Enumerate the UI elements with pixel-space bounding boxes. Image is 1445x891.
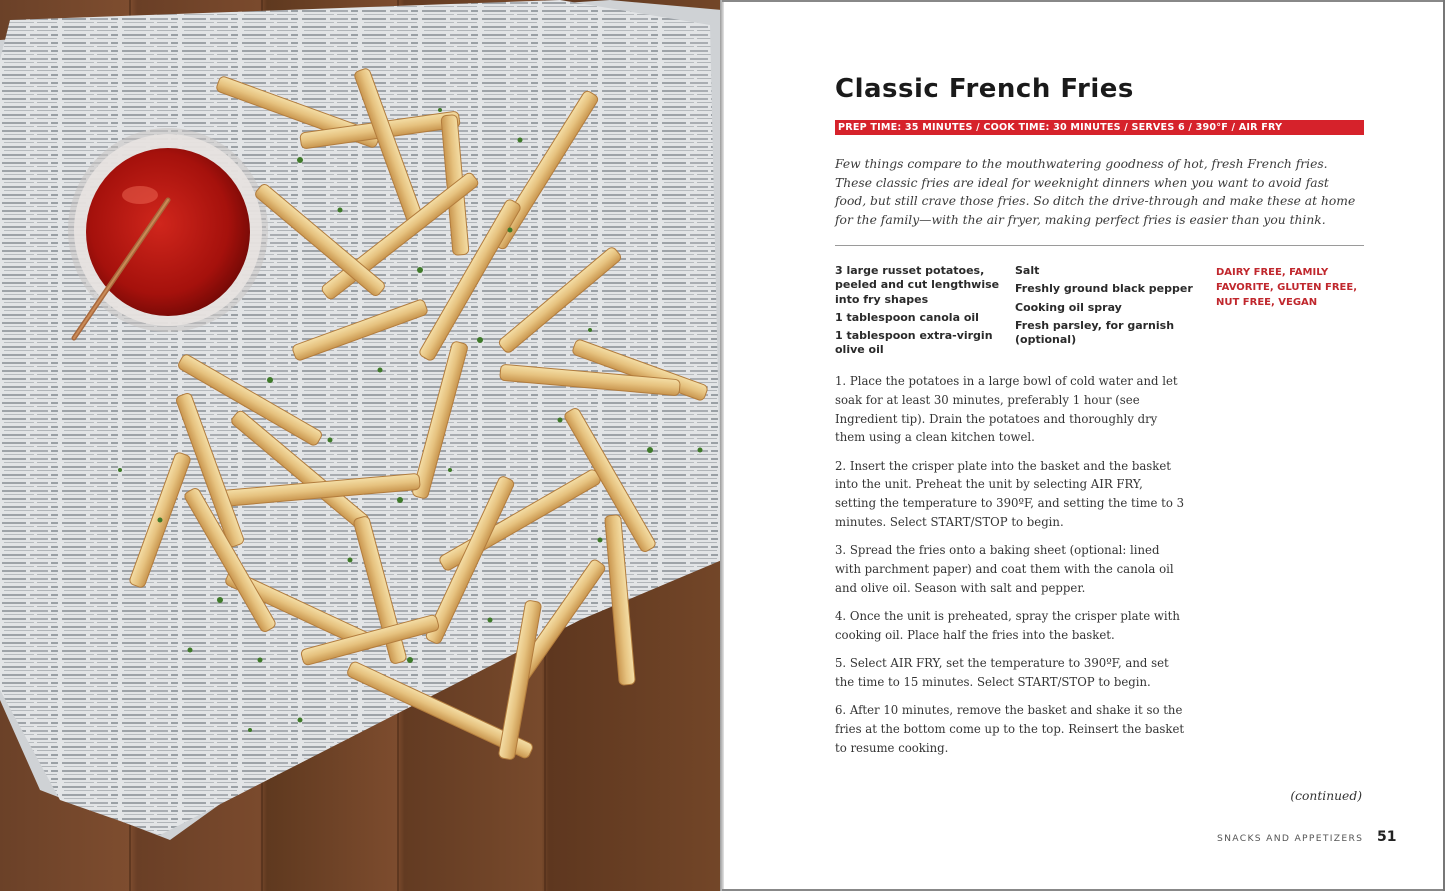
ingredient-item: 1 tablespoon canola oil xyxy=(835,310,979,324)
recipe-meta-bar: PREP TIME: 35 MINUTES / COOK TIME: 30 MINUTES / SERVES 6 / 390°F / AIR FRY xyxy=(835,120,1364,135)
recipe-title: Classic French Fries xyxy=(835,74,1134,104)
recipe-step: 6. After 10 minutes, remove the basket and shake it so the fries at the bottom come up to the top. Reinsert the basket to resume cooking. xyxy=(835,702,1185,755)
recipe-step: 4. Once the unit is preheated, spray the crisper plate with cooking oil. Place half the fries into the basket. xyxy=(835,608,1180,642)
section-divider xyxy=(835,245,1364,246)
ingredient-item: Cooking oil spray xyxy=(1015,300,1122,314)
french-fries-illustration xyxy=(0,0,722,891)
ingredient-item: Fresh parsley, for garnish (optional) xyxy=(1015,318,1175,347)
page-number: 51 xyxy=(1377,829,1397,845)
ingredients-column-1 xyxy=(835,264,1003,362)
recipe-step: 1. Place the potatoes in a large bowl of cold water and let soak for at least 30 minutes, preferably 1 hour (see Ingredient tip). Drain the potatoes and thoroughly dry them using a clean kitchen towel. xyxy=(835,374,1178,445)
dietary-tags: DAIRY FREE, FAMILY FAVORITE, GLUTEN FREE, NUT FREE, VEGAN xyxy=(1216,267,1358,308)
recipe-step: 2. Insert the crisper plate into the basket and the basket into the unit. Preheat the unit by selecting AIR FRY, setting the temperature to 390ºF, and setting the time to 3 minutes. Select START/STOP to begin. xyxy=(835,458,1185,529)
recipe-step: 5. Select AIR FRY, set the temperature to 390ºF, and set the time to 15 minutes. Select START/STOP to begin. xyxy=(835,655,1169,689)
recipe-photo xyxy=(0,0,722,891)
page-border-top xyxy=(722,0,1445,2)
page-gutter xyxy=(720,0,724,891)
ingredient-item: 3 large russet potatoes, peeled and cut lengthwise into fry shapes xyxy=(835,264,1000,306)
recipe-step: 3. Spread the fries onto a baking sheet (optional: lined with parchment paper) and coat them with the canola oil and olive oil. Season with salt and pepper. xyxy=(835,543,1174,595)
continued-note: (continued) xyxy=(1290,789,1362,803)
ingredient-item: Salt xyxy=(1015,264,1040,277)
footer-section-name: SNACKS AND APPETIZERS xyxy=(1217,833,1364,844)
ingredient-item: 1 tablespoon extra-virgin olive oil xyxy=(835,329,993,357)
ingredient-item: Freshly ground black pepper xyxy=(1015,282,1193,296)
recipe-steps xyxy=(835,372,1185,767)
ingredients-column-2 xyxy=(1015,264,1195,351)
recipe-intro: Few things compare to the mouthwatering goodness of hot, fresh French fries. These classic fries are ideal for weeknight dinners when you want to avoid fast food, but still crave those fries. So ditch the drive-through and make these at home for the family—with the air fryer, making perfect fries is easier than you think. xyxy=(835,157,1356,227)
